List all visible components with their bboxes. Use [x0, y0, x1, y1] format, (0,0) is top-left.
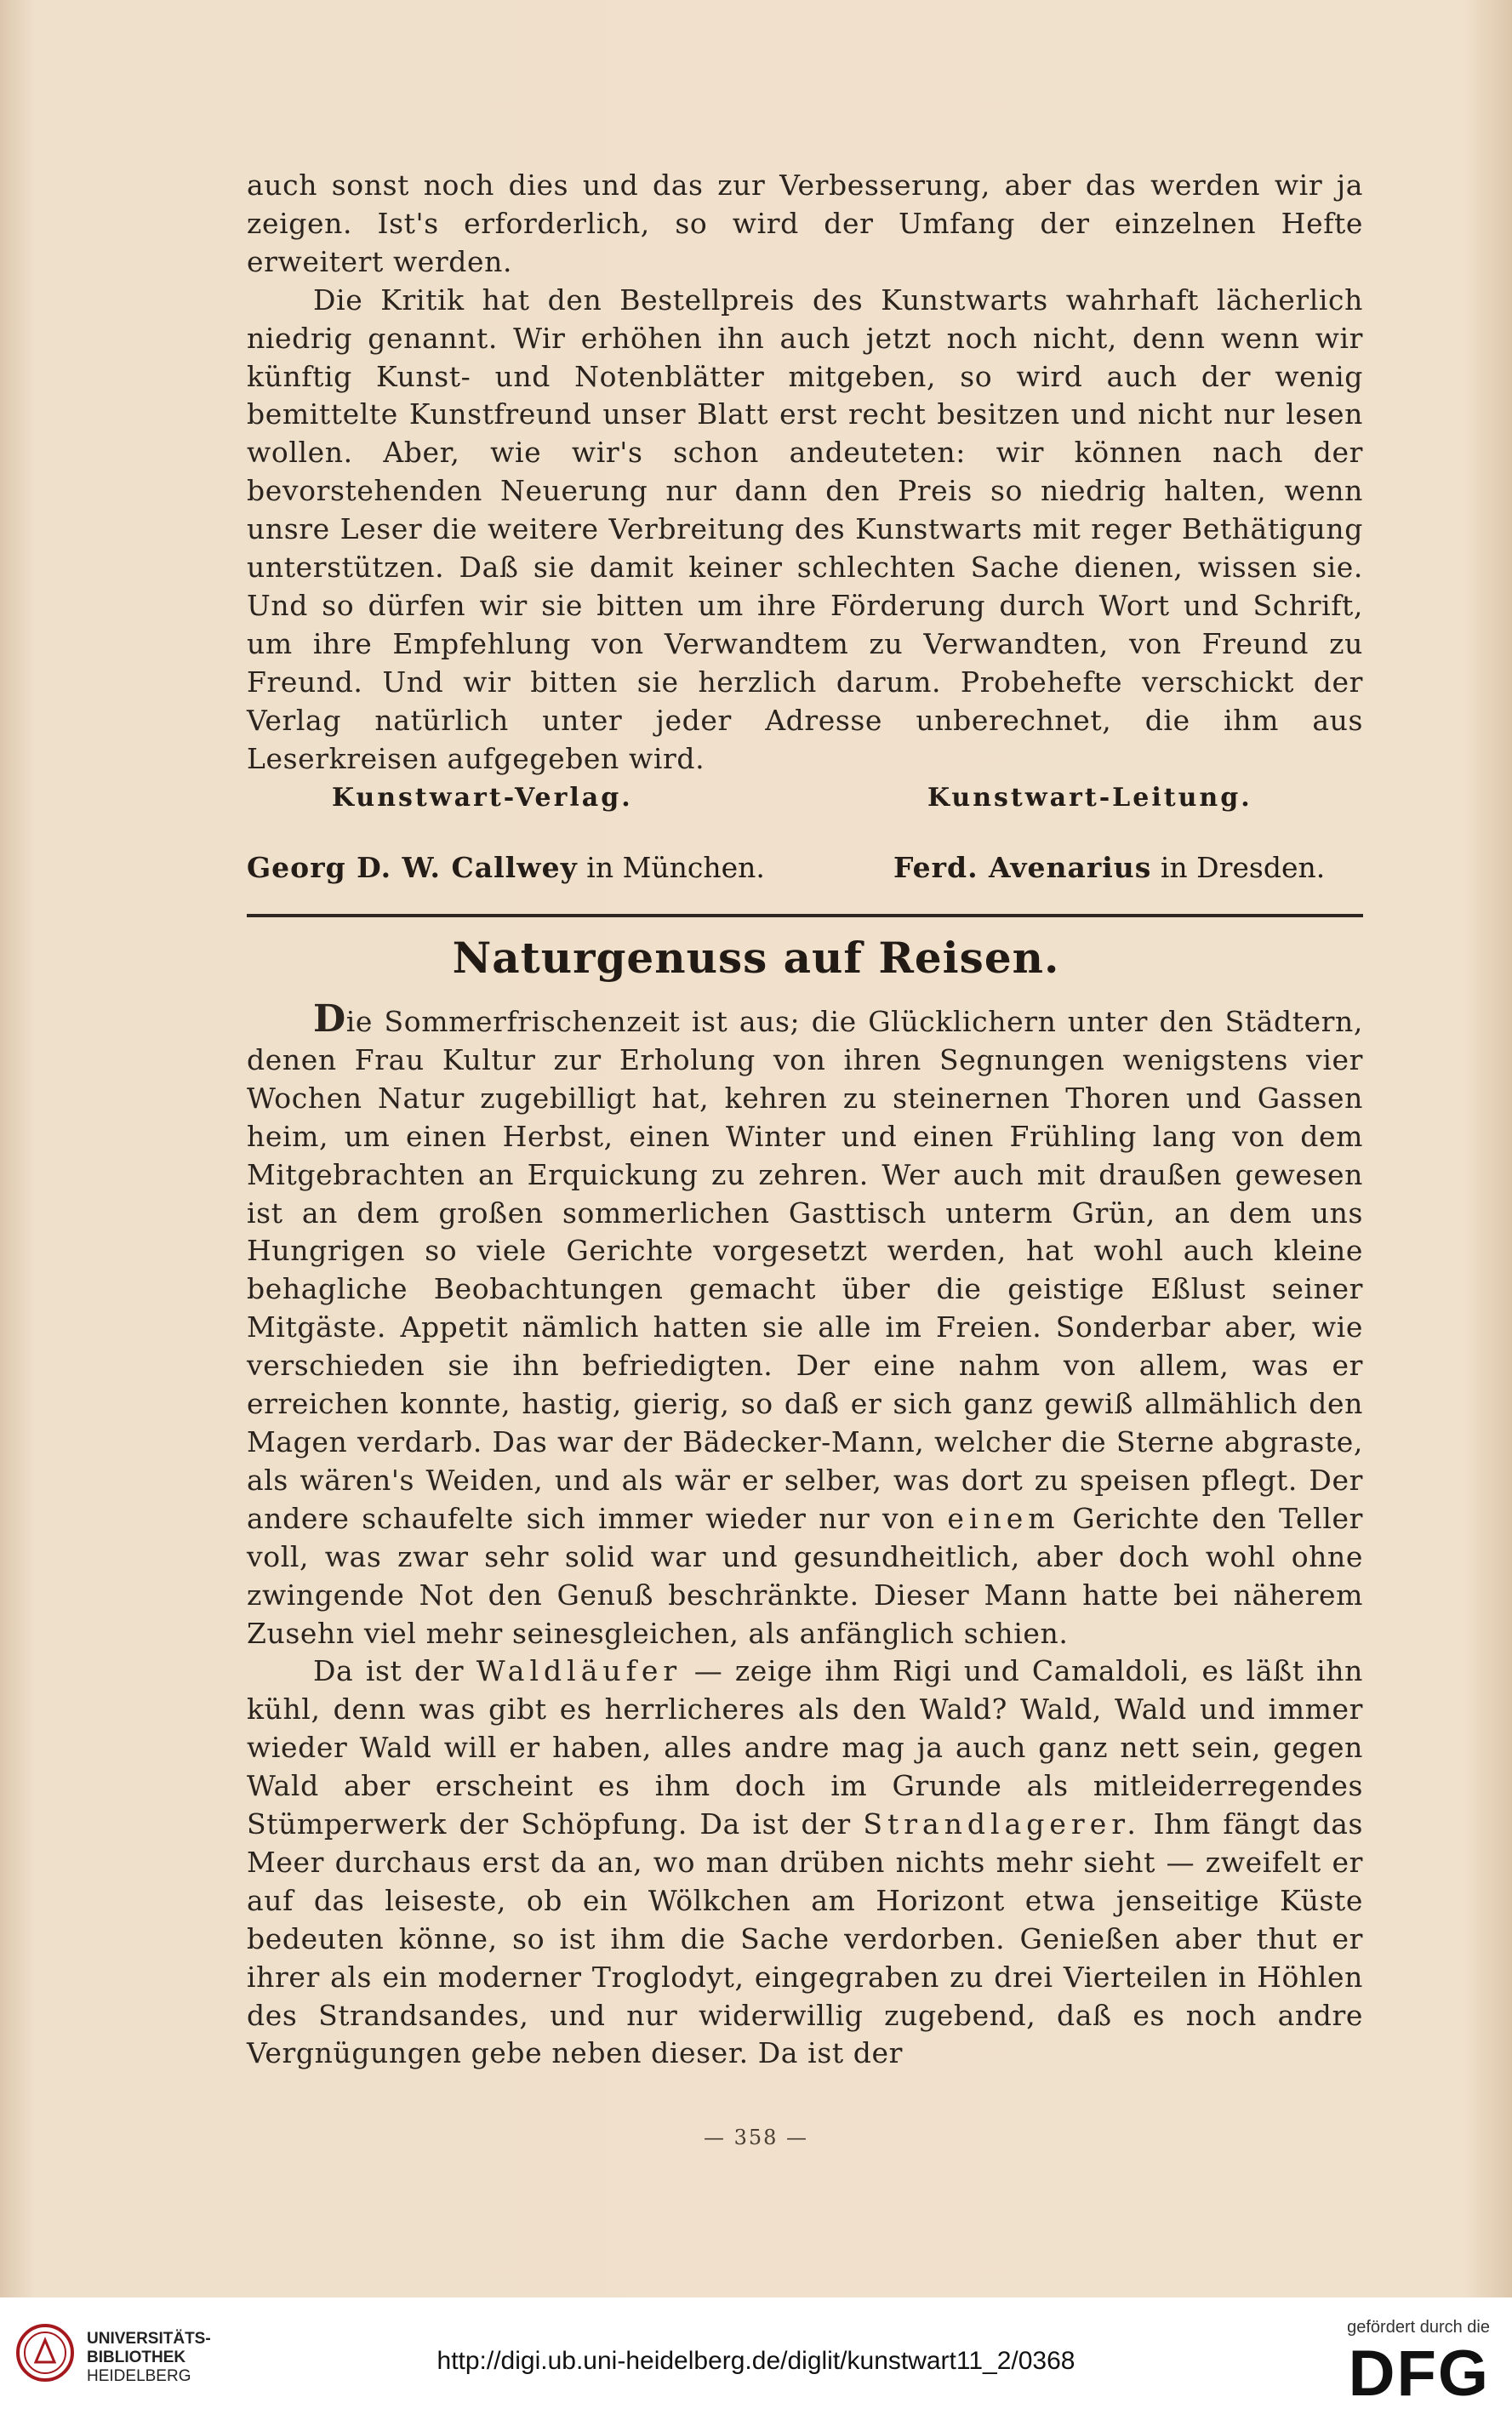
university-name-line-2: BIBLIOTHEK	[87, 2349, 186, 2366]
p2-text-end: Ihm fängt das Meer durchaus erst da an, wo man drüben nichts mehr sieht — zweifelt er auf das leiseste, ob ein Wölkchen am Horizont etwa jenseitige Küste bedeuten könne, so ist ihm die Sache verdorben. Genießen aber thut er ihrer als ein moderner Troglodyt, eingegraben zu drei Vierteilen in Höhlen des Strandsandes, und nur widerwillig zugebend, daß es noch andre Vergnügungen gebe neben dieser. Da ist der	[247, 1807, 1364, 2070]
drop-cap: D	[313, 997, 346, 1041]
p2-text-mid: — zeige ihm Rigi und Camaldoli, es läßt ihn kühl, denn was gibt es herrlicheres als den Wald? Wald, Wald und immer wieder Wald will er haben, alles andre mag ja auch ganz nett sein, gegen Wald aber erscheint es ihm doch im Grunde als mitleiderregendes Stümperwerk der Schöpfung. Da ist der	[247, 1654, 1364, 1841]
dfg-funded-label: gefördert durch die	[1347, 2318, 1490, 2337]
university-name-line-1: UNIVERSITÄTS-	[87, 2330, 211, 2348]
p2-spaced-word-1: Waldläufer	[476, 1654, 682, 1688]
publisher-left-title: Kunstwart-Verlag.	[332, 783, 633, 813]
article-title: Naturgenuss auf Reisen.	[452, 933, 1060, 983]
dfg-logo[interactable]: DFG	[1348, 2337, 1490, 2410]
publisher-titles	[247, 783, 1363, 820]
section-divider	[247, 914, 1363, 917]
article-body	[247, 997, 1364, 2073]
p1-text: ie Sommerfrischenzeit ist aus; die Glücklichern unter den Städtern, denen Frau Kultur zur Erholung von ihren Segnungen wenigstens vier Wochen Natur zugebilligt hat, kehren zu steinernen Thoren und Gassen heim, um einen Herbst, einen Winter und einen Frühling lang von dem Mitgebrachten an Erquickung zu zehren. Wer auch mit draußen gewesen ist an dem großen sommerlichen Gasttisch unterm Grün, an dem uns Hungrigen so viele Gerichte vorgesetzt werden, hat wohl auch kleine behagliche Beobachtungen gemacht über die geistige Eßlust seiner Mitgäste. Appetit nämlich hatten sie alle im Freien. Sonderbar aber, wie verschieden sie ihn befriedigten. Der eine nahm von allem, was er erreichen konnte, hastig, gierig, so daß er sich ganz gewiß allmählich den Magen verdarb. Das war der Bädecker-Mann, welcher die Sterne abgraste, als wären's Weiden, und als wär er selber, was dort zu speisen pflegt. Der andere schaufelte sich immer wieder nur von	[247, 1005, 1363, 1535]
viewer-footer	[0, 2297, 1512, 2420]
upper-text	[247, 167, 1363, 779]
university-name-line-3: HEIDELBERG	[87, 2367, 191, 2385]
p2-text-start: Da ist der	[313, 1654, 465, 1688]
p1-spaced-word: einem	[947, 1501, 1060, 1535]
publisher-right-place: in Dresden.	[1160, 851, 1326, 884]
page-number: — 358 —	[703, 2126, 809, 2149]
publisher-left-person	[247, 851, 765, 884]
article-paragraph-1	[247, 997, 1363, 1652]
paragraph-criticism: Die Kritik hat den Bestellpreis des Kunstwarts wahrhaft lächerlich niedrig genannt. Wir erhöhen ihn auch jetzt noch nicht, denn wenn wir künftig Kunst- und Notenblätter mitgeben, so wird auch der wenig bemittelte Kunstfreund unser Blatt erst recht besitzen und nicht nur lesen wollen. Aber, wie wir's schon andeuteten: wir können nach der bevorstehenden Neuerung nur dann den Preis so niedrig halten, wenn unsre Leser die weitere Verbreitung des Kunstwarts mit reger Bethätigung unterstützen. Daß sie damit keiner schlechten Sache dienen, wissen sie. Und so dürfen wir sie bitten um ihre Förderung durch Wort und Schrift, um ihre Empfehlung von Verwandtem zu Verwandten, von Freund zu Freund. Und wir bitten sie herzlich darum. Probehefte verschickt der Verlag natürlich unter jeder Adresse unberechnet, die ihm aus Leserkreisen aufgegeben wird.	[247, 283, 1363, 775]
publisher-names	[247, 851, 1363, 892]
publisher-right-person	[893, 851, 1325, 884]
publisher-left-place: in München.	[586, 851, 765, 884]
paragraph-continuation: auch sonst noch dies und das zur Verbesserung, aber das werden wir ja zeigen. Ist's erforderlich, so wird der Umfang der einzelnen Hefte erweitert werden.	[247, 168, 1363, 278]
p1-text-end: Gerichte den Teller voll, was zwar sehr solid war und gesundheitlich, aber doch wohl ohne zwingende Not den Genuß beschränkte. Dieser Mann hatte bei näherem Zusehn viel mehr seinesgleichen, als anfänglich schien.	[247, 1501, 1363, 1650]
permalink-url[interactable]: http://digi.ub.uni-heidelberg.de/diglit/kunstwart11_2/0368	[436, 2347, 1076, 2375]
publisher-right-title: Kunstwart-Leitung.	[927, 783, 1252, 813]
article-paragraph-2	[247, 1652, 1363, 2073]
p2-spaced-word-2: Strandlagerer.	[863, 1807, 1141, 1841]
publisher-left-name: Georg D. W. Callwey	[247, 851, 578, 884]
publisher-right-name: Ferd. Avenarius	[893, 851, 1152, 884]
